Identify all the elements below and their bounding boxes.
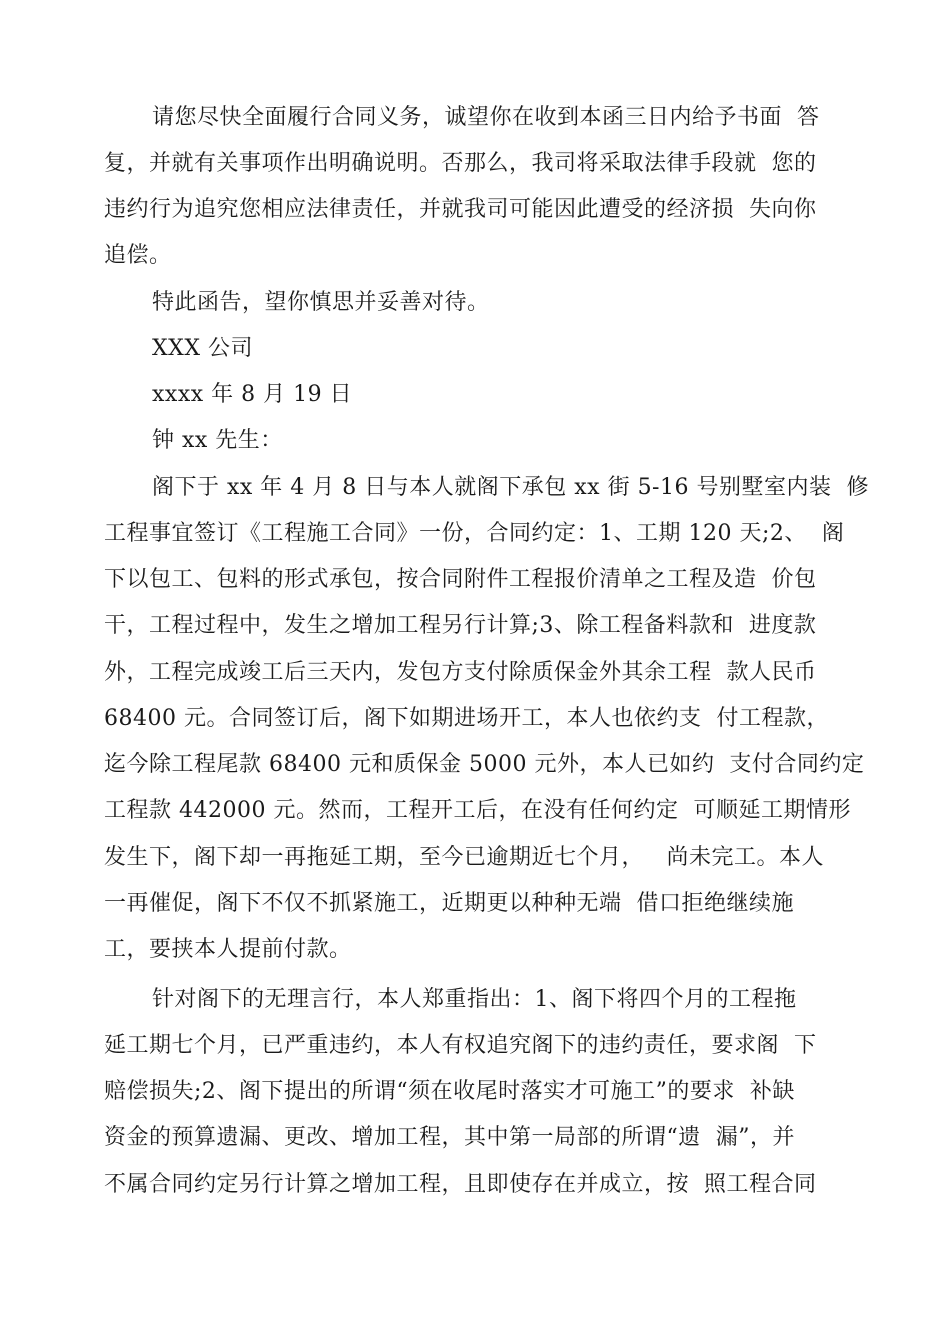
paragraph-line: 下以包工、包料的形式承包，按合同附件工程报价清单之工程及造 价包 xyxy=(104,567,817,592)
paragraph-line: 外，工程完成竣工后三天内，发包方支付除质保金外其余工程 款人民币 xyxy=(104,660,817,685)
paragraph-line: 68400 元。合同签订后，阁下如期进场开工，本人也依约支 付工程款， xyxy=(104,706,829,731)
paragraph-line: 干，工程过程中，发生之增加工程另行计算;3、除工程备料款和 进度款 xyxy=(104,613,817,638)
closing-line: 特此函告，望你慎思并妥善对待。 xyxy=(152,290,490,315)
paragraph-line: 工程款 442000 元。然而，工程开工后，在没有任何约定 可顺延工期情形 xyxy=(104,798,851,823)
paragraph-line: 针对阁下的无理言行，本人郑重指出：1、阁下将四个月的工程拖 xyxy=(152,987,797,1012)
paragraph-line: 发生下，阁下却一再拖延工期，至今已逾期近七个月， 尚未完工。本人 xyxy=(104,845,824,870)
paragraph-line: 违约行为追究您相应法律责任，并就我司可能因此遭受的经济损 失向你 xyxy=(104,197,817,222)
signature-date: xxxx 年 8 月 19 日 xyxy=(152,382,353,407)
paragraph-line: 工，要挟本人提前付款。 xyxy=(104,937,352,962)
paragraph-line: 一再催促，阁下不仅不抓紧施工，近期更以种种无端 借口拒绝继续施 xyxy=(104,891,794,916)
salutation: 钟 xx 先生： xyxy=(152,428,283,453)
paragraph-line: 资金的预算遗漏、更改、增加工程，其中第一局部的所谓“遗 漏”，并 xyxy=(104,1125,795,1150)
paragraph-line: 请您尽快全面履行合同义务，诚望你在收到本函三日内给予书面 答 xyxy=(152,105,820,130)
paragraph-line: 延工期七个月，已严重违约，本人有权追究阁下的违约责任，要求阁 下 xyxy=(104,1033,817,1058)
paragraph-line: 追偿。 xyxy=(104,243,172,268)
signature-company: XXX 公司 xyxy=(152,336,253,361)
paragraph-line: 复，并就有关事项作出明确说明。否那么，我司将采取法律手段就 您的 xyxy=(104,151,817,176)
paragraph-line: 迄今除工程尾款 68400 元和质保金 5000 元外，本人已如约 支付合同约定 xyxy=(104,752,865,777)
paragraph-line: 工程事宜签订《工程施工合同》一份，合同约定：1、工期 120 天;2、 阁 xyxy=(104,521,845,546)
paragraph-line: 赔偿损失;2、阁下提出的所谓“须在收尾时落实才可施工”的要求 补缺 xyxy=(104,1079,795,1104)
paragraph-line: 不属合同约定另行计算之增加工程，且即使存在并成立，按 照工程合同 xyxy=(104,1172,817,1197)
paragraph-line: 阁下于 xx 年 4 月 8 日与本人就阁下承包 xx 街 5-16 号别墅室内装 修 xyxy=(152,475,869,500)
